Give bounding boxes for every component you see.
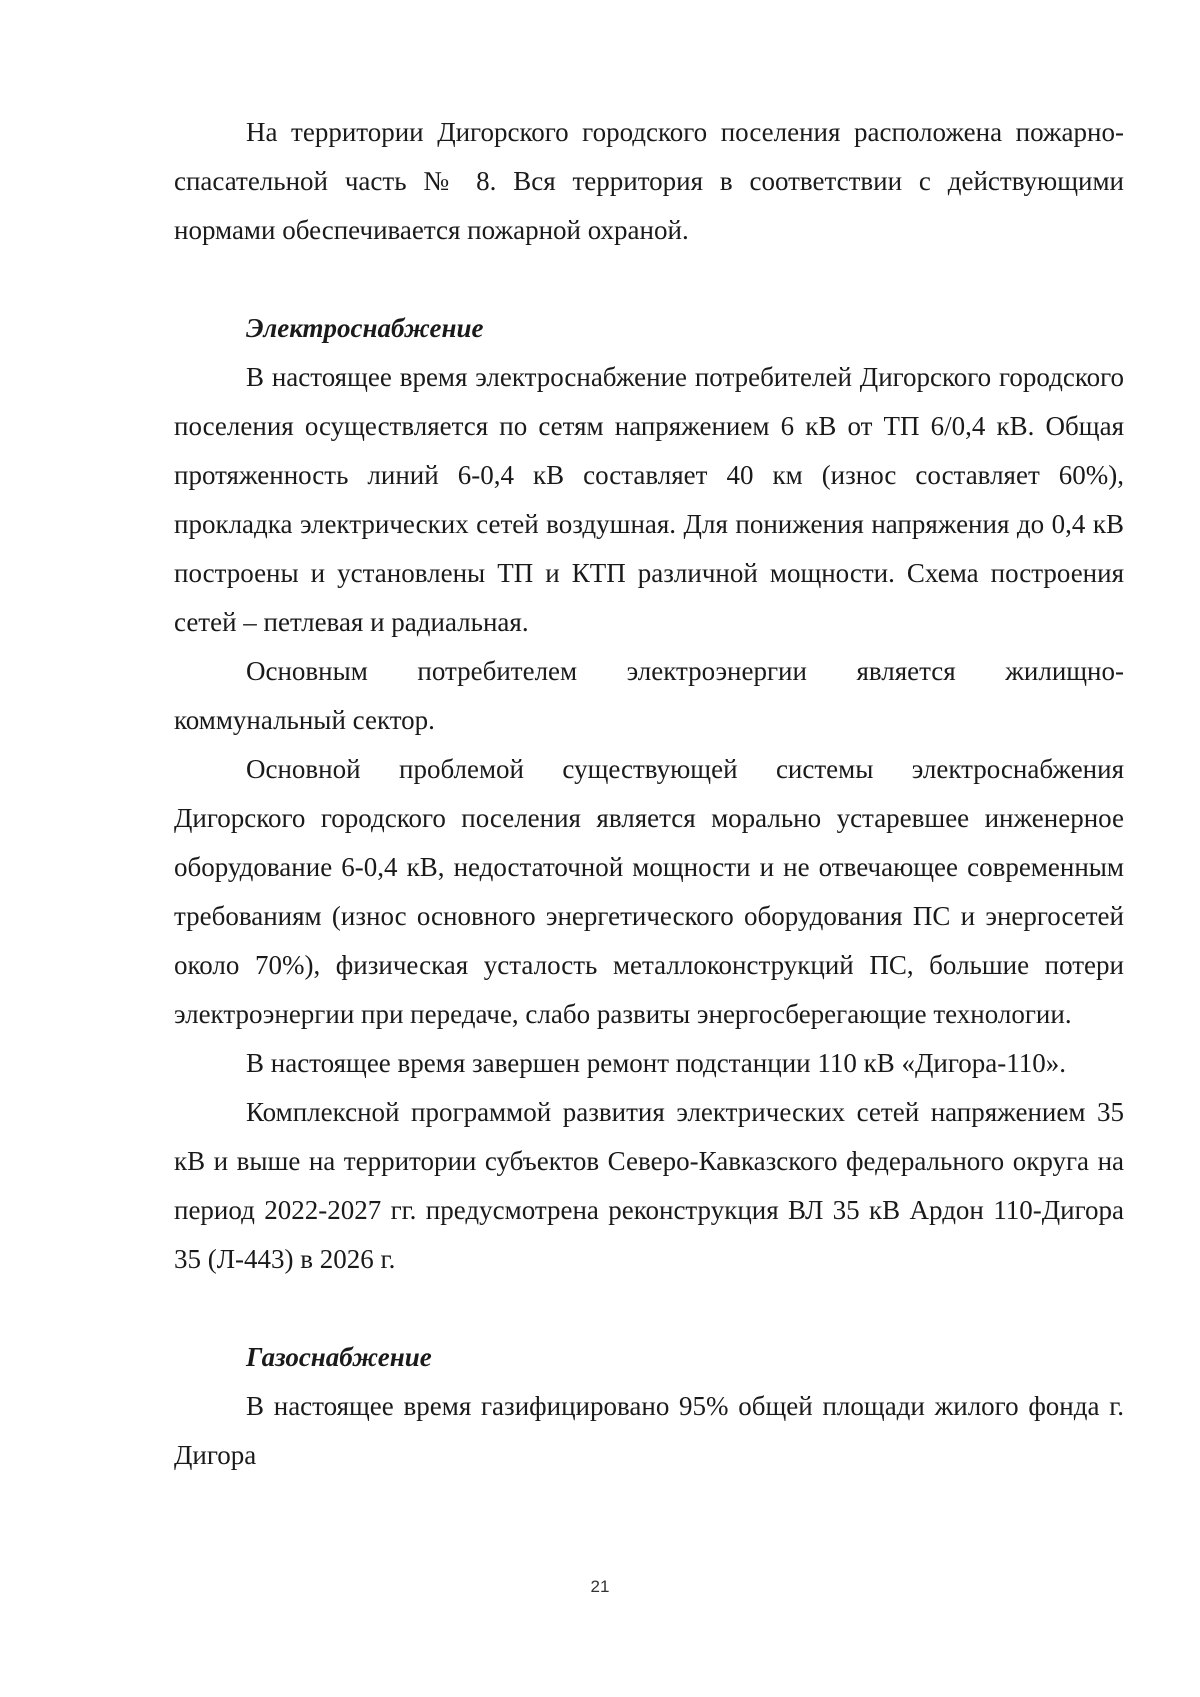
- page-content: [174, 108, 1124, 1480]
- paragraph-gas-1: В настоящее время газифицировано 95% общей площади жилого фонда г. Дигора: [174, 1391, 1124, 1470]
- section-heading-gas: Газоснабжение: [246, 1342, 432, 1372]
- paragraph-power-2: Основным потребителем электроэнергии является жилищно-коммунальный сектор.: [174, 656, 1124, 735]
- section-gap: [174, 255, 1124, 304]
- paragraph-power-5: Комплексной программой развития электрических сетей напряжением 35 кВ и выше на территории субъектов Северо-Кавказского федерального округа на период 2022-2027 гг. предусмотрена реконструкция ВЛ 35 кВ Ардон 110-Дигора 35 (Л-443) в 2026 г.: [174, 1097, 1124, 1274]
- paragraph-fire-station: На территории Дигорского городского поселения расположена пожарно-спасательной часть № 8. Вся территория в соответствии с действующими нормами обеспечивается пожарной охраной.: [174, 117, 1124, 245]
- paragraph-power-1: В настоящее время электроснабжение потребителей Дигорского городского поселения осуществляется по сетям напряжением 6 кВ от ТП 6/0,4 кВ. Общая протяженность линий 6-0,4 кВ составляет 40 км (износ составляет 60%), прокладка электрических сетей воздушная. Для понижения напряжения до 0,4 кВ построены и установлены ТП и КТП различной мощности. Схема построения сетей – петлевая и радиальная.: [174, 362, 1124, 637]
- section-heading-electricity: Электроснабжение: [246, 313, 484, 343]
- section-gap: [174, 1284, 1124, 1333]
- paragraph-power-3: Основной проблемой существующей системы электроснабжения Дигорского городского поселения является морально устаревшее инженерное оборудование 6-0,4 кВ, недостаточной мощности и не отвечающее современным требованиям (износ основного энергетического оборудования ПС и энергосетей около 70%), физическая усталость металлоконструкций ПС, большие потери электроэнергии при передаче, слабо развиты энергосберегающие технологии.: [174, 754, 1124, 1029]
- paragraph-power-4: В настоящее время завершен ремонт подстанции 110 кВ «Дигора-110».: [246, 1048, 1066, 1078]
- page-number: 21: [590, 1577, 610, 1596]
